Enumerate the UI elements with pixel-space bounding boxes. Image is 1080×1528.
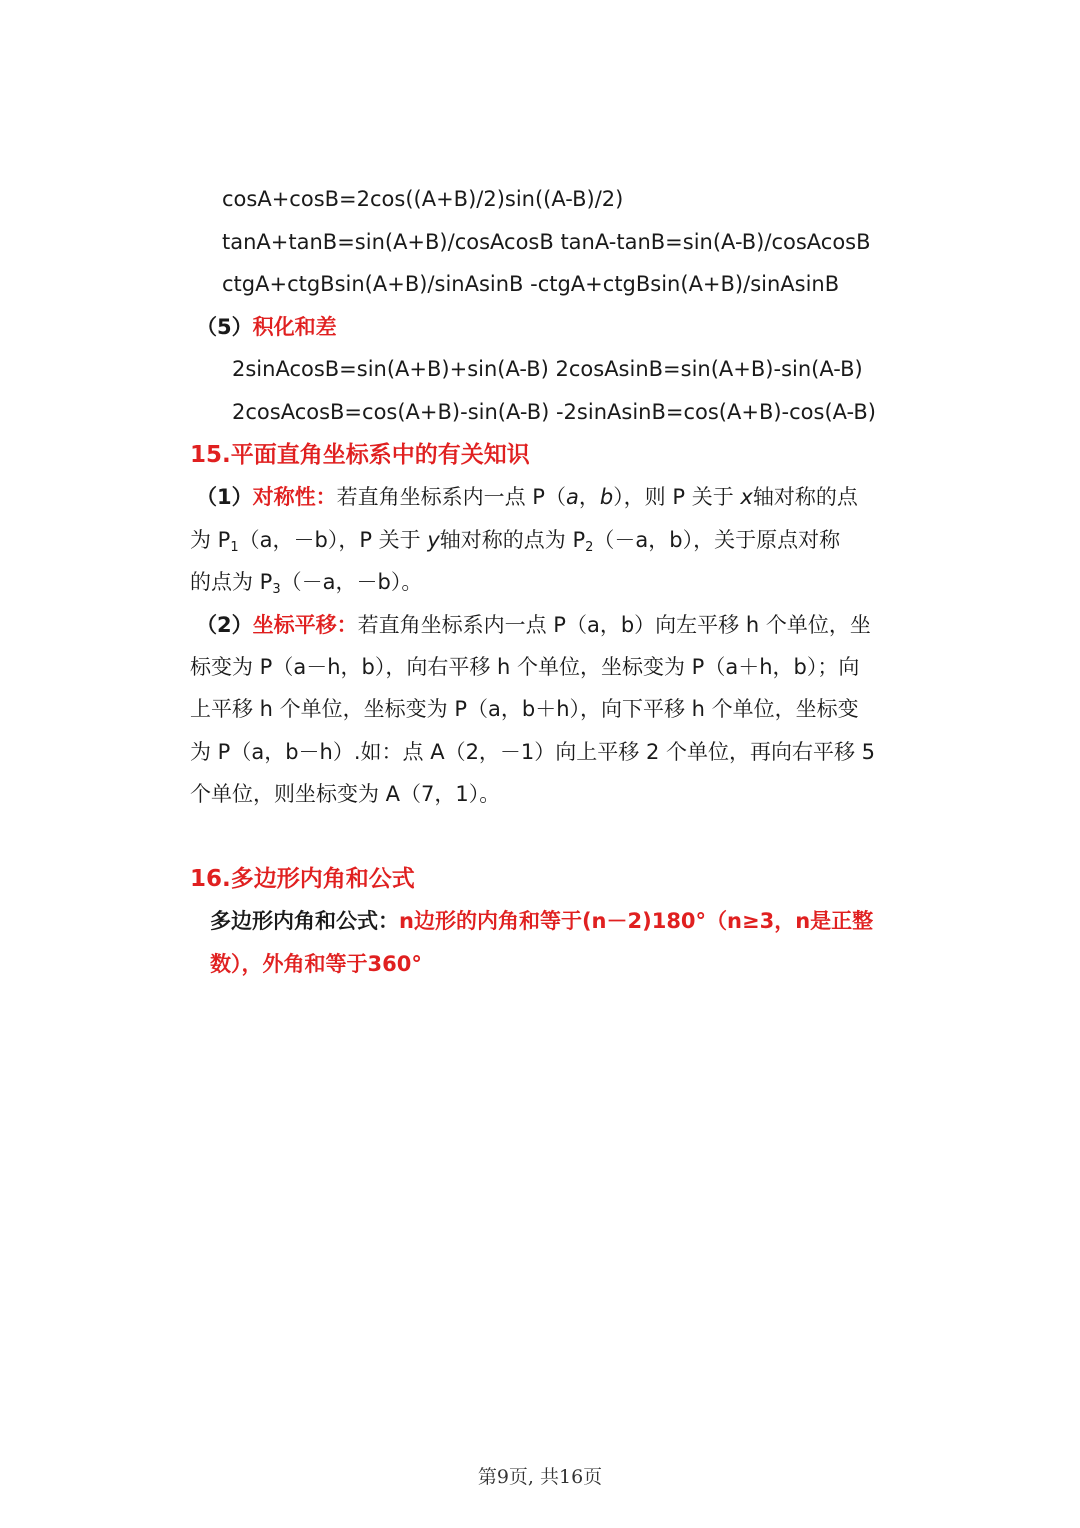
subsection-number: （1）: [196, 485, 253, 509]
polygon-formula-line: [210, 906, 873, 936]
page-footer: 第9页, 共16页: [477, 1466, 603, 1488]
paragraph-text: （－a，－b）。: [280, 570, 423, 594]
formula-label: 多边形内角和公式：: [210, 909, 399, 933]
paragraph-text: （－a，b），关于原点对称: [593, 528, 841, 552]
translation-paragraph-line: 个单位，则坐标变为 A（7，1）。: [190, 782, 501, 806]
translation-paragraph-line: 为 P（a，b－h）.如：点 A（2，－1）向上平移 2 个单位，再向右平移 5: [190, 740, 876, 764]
paragraph-text: （a，－b），P 关于: [238, 528, 421, 552]
paragraph-text: ），则 P 关于: [613, 485, 734, 509]
subsection-title: 积化和差: [252, 315, 337, 339]
subsection-number: （2）: [196, 613, 253, 637]
paragraph-text: 轴对称的点为 P: [439, 528, 586, 552]
formula-line: 2cosAcosB=cos(A+B)-sin(A-B) -2sinAsinB=cos(A+B)-cos(A-B): [232, 400, 876, 424]
product-to-sum-heading: [196, 312, 337, 342]
translation-paragraph-line: [196, 610, 871, 640]
formula-line: cosA+cosB=2cos((A+B)/2)sin((A-B)/2): [222, 187, 624, 211]
translation-paragraph-line: 标变为 P（a－h，b），向右平移 h 个单位，坐标变为 P（a＋h，b）；向: [190, 655, 860, 679]
formula-line: ctgA+ctgBsin(A+B)/sinAsinB -ctgA+ctgBsin(A+B)/sinAsinB: [222, 272, 840, 296]
symmetry-paragraph-line: （1）对称性：若直角坐标系内一点 P（a，b），则 P 关于 x轴对称的点: [196, 485, 858, 509]
section-heading: 15.平面直角坐标系中的有关知识: [190, 442, 530, 468]
subsection-label: 坐标平移：: [252, 613, 358, 637]
formula-text: n边形的内角和等于(n－2)180°（n≥3，n是正整: [399, 909, 874, 933]
paragraph-text: 的点为 P: [190, 570, 273, 594]
translation-paragraph-line: 上平移 h 个单位，坐标变为 P（a，b＋h），向下平移 h 个单位，坐标变: [190, 697, 859, 721]
symmetry-paragraph-line: 为 $P_1(a$，－b），P 关于 y轴对称的点为 $P_2(-a$，b），关于原点对称: [190, 528, 841, 555]
formula-line: tanA+tanB=sin(A+B)/cosAcosB tanA-tanB=sin(A-B)/cosAcosB: [222, 230, 871, 254]
section-heading: 16.多边形内角和公式: [190, 866, 415, 892]
paragraph-text: 为 P: [190, 528, 231, 552]
formula-line: 2sinAcosB=sin(A+B)+sin(A-B) 2cosAsinB=sin(A+B)-sin(A-B): [232, 357, 863, 381]
paragraph-text: 若直角坐标系内一点 P（: [336, 485, 566, 509]
symmetry-paragraph-line: 的点为 $P_3(-a$，－b）。: [190, 570, 423, 597]
polygon-formula-line: 数），外角和等于360°: [210, 952, 422, 976]
paragraph-text: 若直角坐标系内一点 P（a，b）向左平移 h 个单位，坐: [357, 613, 871, 637]
paragraph-text: 轴对称的点: [752, 485, 858, 509]
subsection-label: 对称性：: [252, 485, 337, 509]
subsection-number: （5）: [196, 315, 253, 339]
